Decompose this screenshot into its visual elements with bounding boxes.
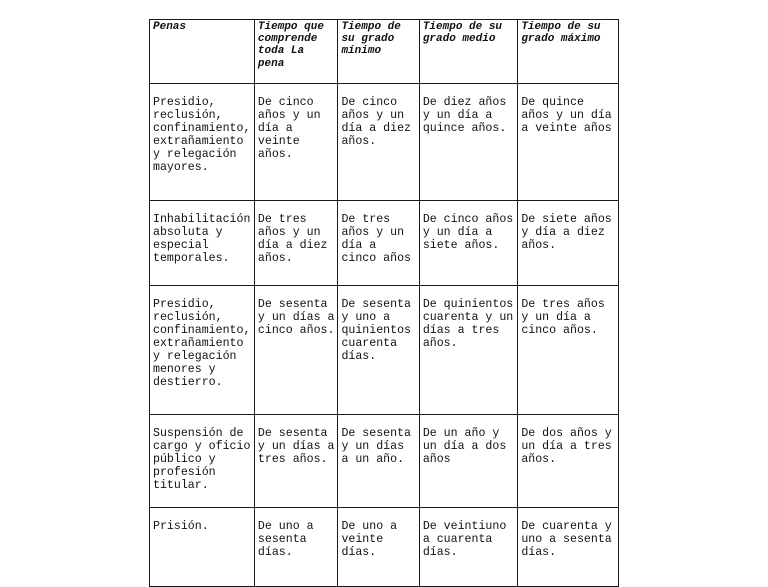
- cell-maximo: De quince años y un día a veinte años: [518, 84, 619, 201]
- header-grado-minimo: Tiempo de su grado mínimo: [338, 20, 419, 84]
- cell-total: De sesenta y un días a cinco años.: [254, 286, 338, 415]
- cell-pena: Suspensión de cargo y oficio público y profesión titular.: [150, 415, 255, 508]
- cell-medio: De veintiuno a cuarenta días.: [419, 508, 518, 587]
- cell-medio: De cinco años y un día a siete años.: [419, 201, 518, 286]
- cell-minimo: De cinco años y un día a diez años.: [338, 84, 419, 201]
- cell-pena: Presidio, reclusión, confinamiento, extrañamiento y relegación mayores.: [150, 84, 255, 201]
- table-row: [150, 286, 619, 415]
- table-row: [150, 508, 619, 587]
- cell-maximo: De dos años y un día a tres años.: [518, 415, 619, 508]
- penalty-table: [149, 19, 619, 587]
- table-row: [150, 415, 619, 508]
- table-header-row: [150, 20, 619, 84]
- cell-total: De sesenta y un días a tres años.: [254, 415, 338, 508]
- cell-total: De tres años y un día a diez años.: [254, 201, 338, 286]
- cell-minimo: De uno a veinte días.: [338, 508, 419, 587]
- cell-total: De cinco años y un día a veinte años.: [254, 84, 338, 201]
- cell-pena: Inhabilitación absoluta y especial temporales.: [150, 201, 255, 286]
- table-row: [150, 84, 619, 201]
- cell-minimo: De sesenta y un días a un año.: [338, 415, 419, 508]
- header-grado-medio: Tiempo de su grado medio: [419, 20, 518, 84]
- cell-maximo: De siete años y día a diez años.: [518, 201, 619, 286]
- header-penas: Penas: [150, 20, 255, 84]
- table-row: [150, 201, 619, 286]
- cell-total: De uno a sesenta días.: [254, 508, 338, 587]
- cell-pena: Prisión.: [150, 508, 255, 587]
- header-tiempo-total: Tiempo que comprende toda La pena: [254, 20, 338, 84]
- cell-maximo: De cuarenta y uno a sesenta días.: [518, 508, 619, 587]
- cell-minimo: De tres años y un día a cinco años: [338, 201, 419, 286]
- cell-pena: Presidio, reclusión, confinamiento, extrañamiento y relegación menores y destierro.: [150, 286, 255, 415]
- cell-medio: De quinientos cuarenta y un días a tres años.: [419, 286, 518, 415]
- cell-medio: De diez años y un día a quince años.: [419, 84, 518, 201]
- cell-medio: De un año y un día a dos años: [419, 415, 518, 508]
- header-grado-maximo: Tiempo de su grado máximo: [518, 20, 619, 84]
- cell-maximo: De tres años y un día a cinco años.: [518, 286, 619, 415]
- cell-minimo: De sesenta y uno a quinientos cuarenta días.: [338, 286, 419, 415]
